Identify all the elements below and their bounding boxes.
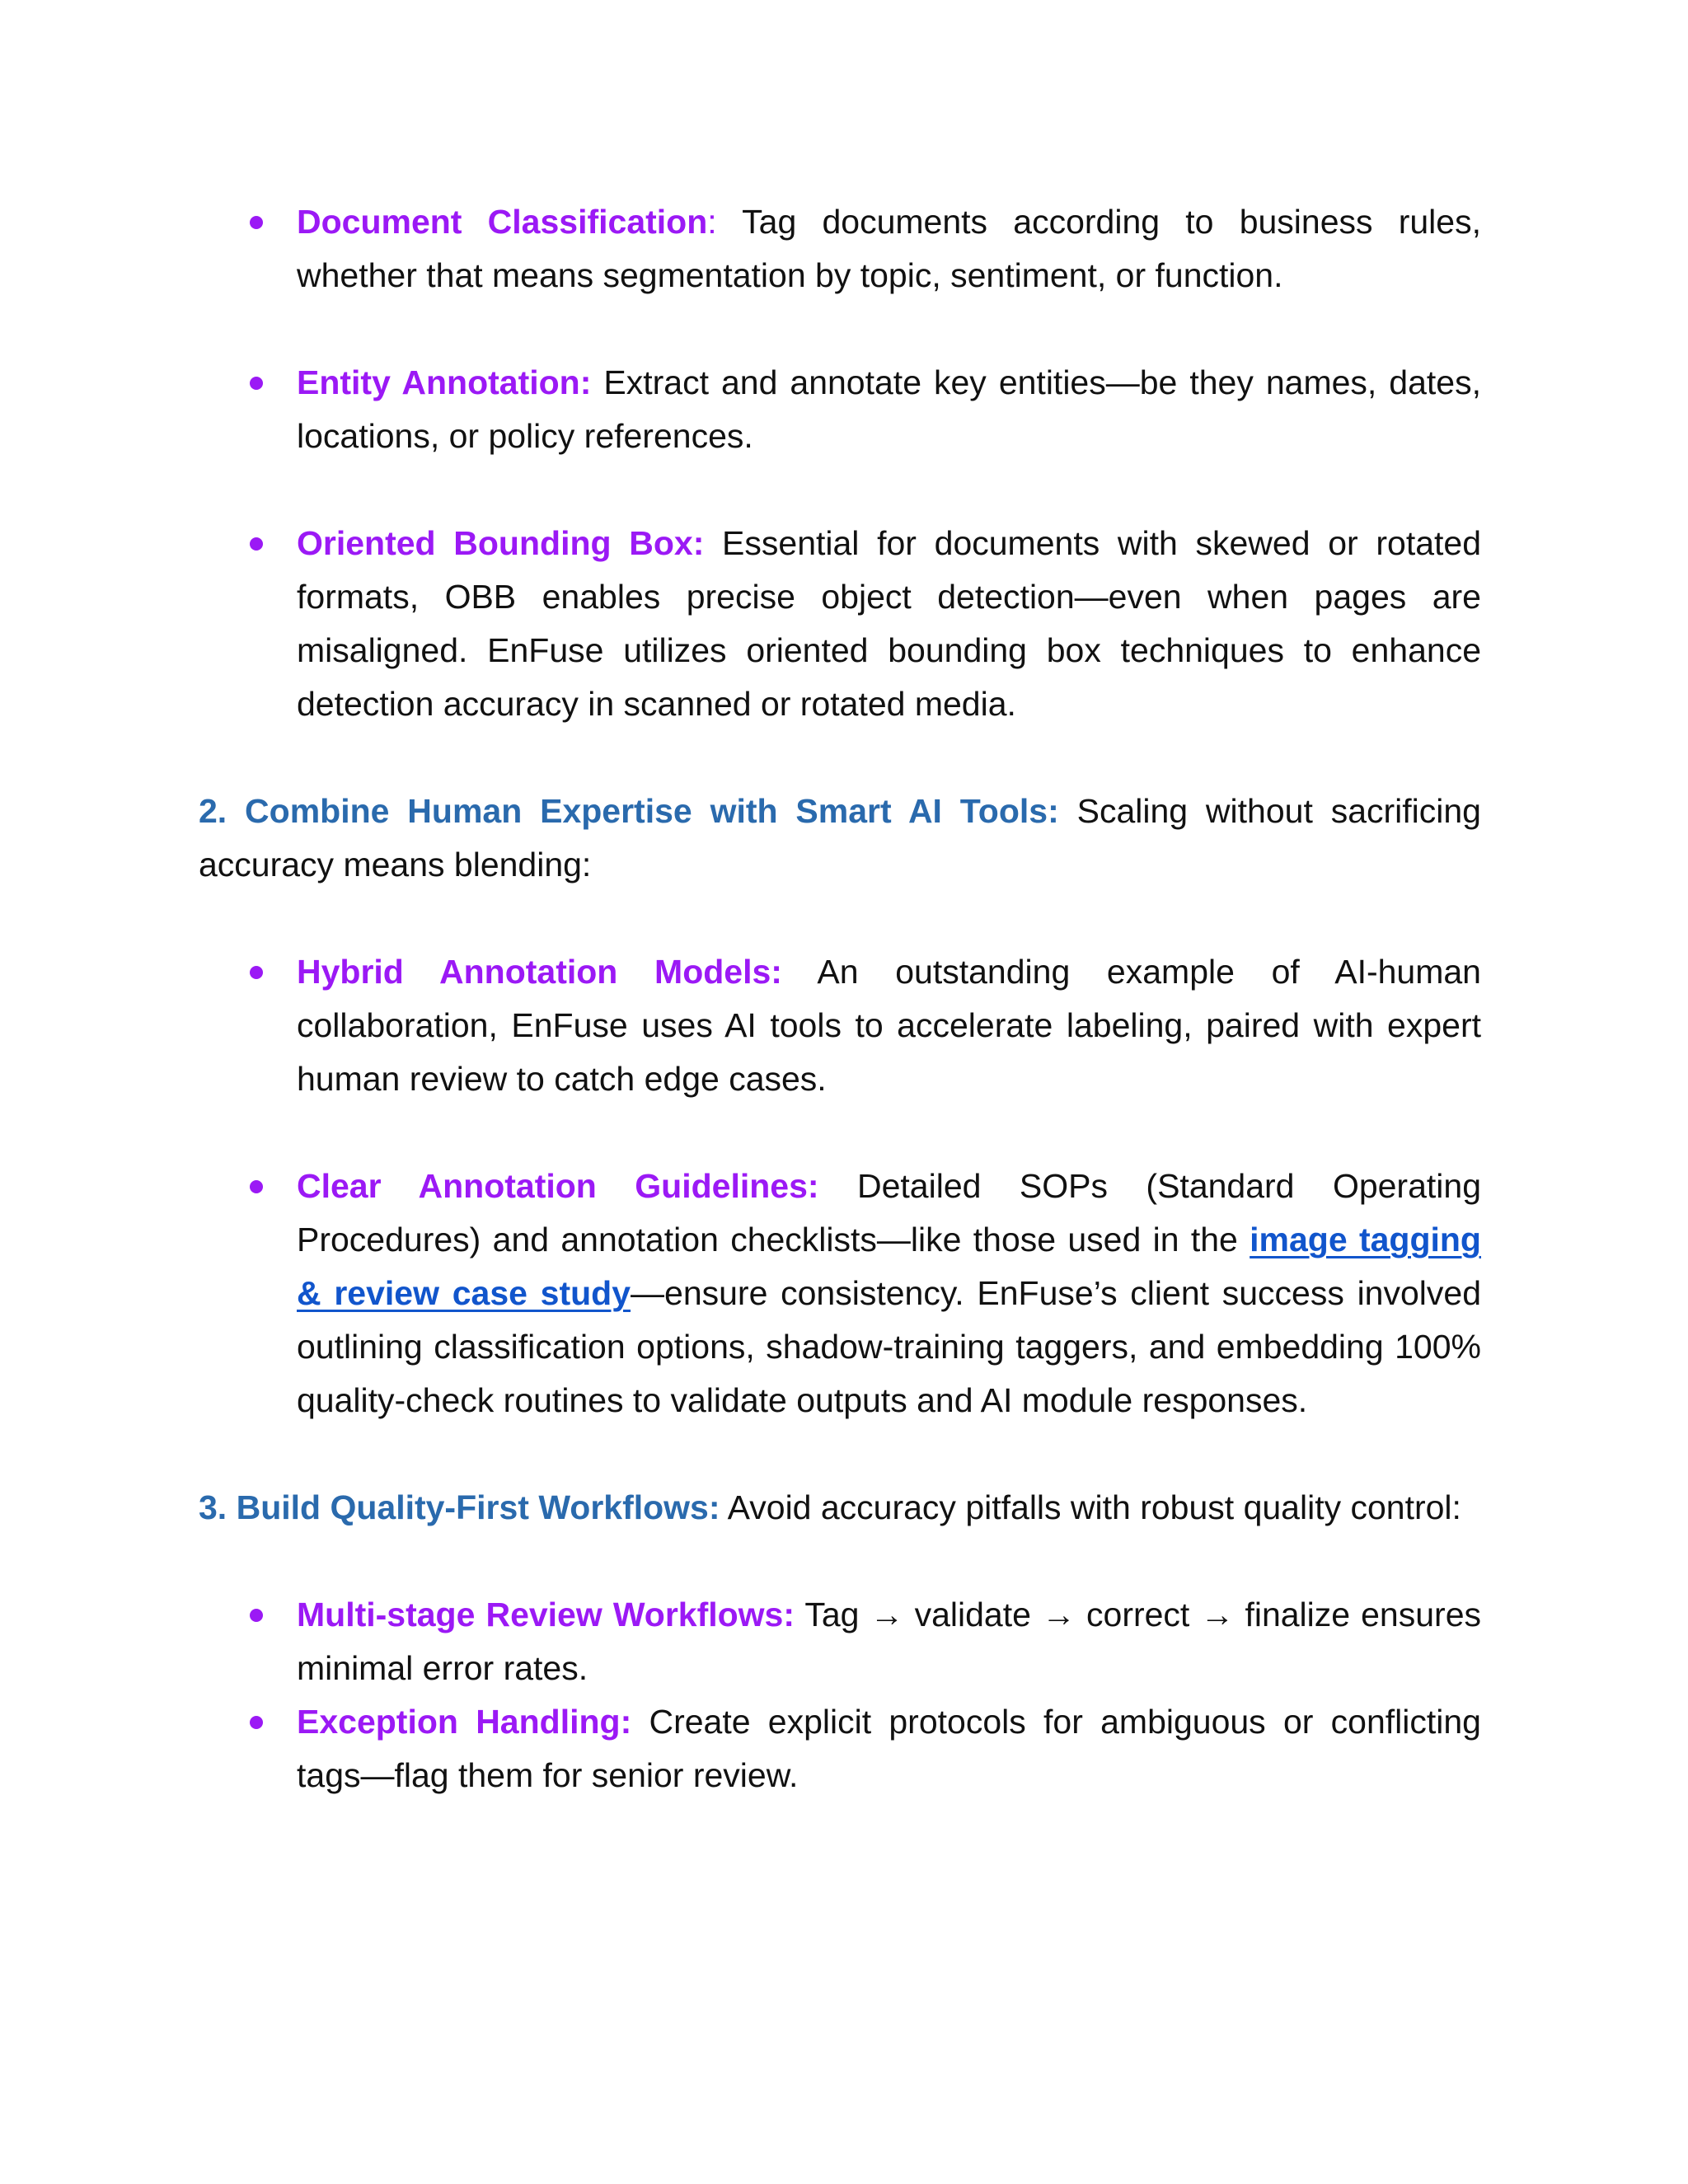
bullet-text: Essential for documents with skewed or rotated formats, OBB enables precise object detection—even when pages are misaligned. EnFuse utilizes oriented bounding box techniques to enhance detection accuracy in scanned or rotated media. [297,524,1482,723]
bullet-label: Oriented Bounding Box: [297,524,705,562]
bullet-text: Extract and annotate key entities—be they names, dates, locations, or policy references. [297,363,1481,455]
bullet-text: Tag → validate → correct → finalize ensures minimal error rates. [297,1596,1481,1687]
bullet-dot-icon [250,537,263,551]
section-3-heading: 3. Build Quality-First Workflows: [199,1488,720,1526]
bullet-multi-stage-review [199,1588,1481,1695]
bullet-clear-annotation-guidelines [199,1160,1481,1427]
case-study-link[interactable]: image tagging & review case study [297,1221,1481,1312]
section-3-paragraph [199,1481,1481,1535]
bullet-label: Document Classification [297,203,708,241]
document-page [199,195,1481,1802]
section-2-paragraph [199,785,1481,892]
bullet-text-after: —ensure consistency. EnFuse’s client success involved outlining classification options, shadow-training taggers, and embedding 100% quality-check routines to validate outputs and AI module responses. [297,1274,1482,1419]
bullet-label: Multi-stage Review Workflows: [297,1596,795,1633]
section-3-text: Avoid accuracy pitfalls with robust quality control: [720,1488,1461,1526]
bullet-dot-icon [250,966,263,979]
bullet-label: Exception Handling: [297,1703,632,1741]
bullet-text: Create explicit protocols for ambiguous or conflicting tags—flag them for senior review. [297,1703,1481,1794]
bullet-label: Entity Annotation: [297,363,592,401]
bullet-document-classification [199,195,1481,302]
bullet-text: An outstanding example of AI-human collaboration, EnFuse uses AI tools to accelerate labeling, paired with expert human review to catch edge cases. [297,953,1481,1098]
section-2-heading: 2. Combine Human Expertise with Smart AI Tools: [199,792,1059,830]
bullet-text: Tag documents according to business rules, whether that means segmentation by topic, sentiment, or function. [297,203,1481,294]
bullet-oriented-bounding-box [199,517,1481,731]
bullet-hybrid-annotation-models [199,945,1481,1106]
bullet-dot-icon [250,1609,263,1622]
bullet-label: Clear Annotation Guidelines: [297,1167,819,1205]
bullet-exception-handling [199,1695,1481,1802]
bullet-colon: : [707,203,717,241]
bullet-text-before: Detailed SOPs (Standard Operating Procedures) and annotation checklists—like those used in the [297,1167,1481,1258]
bullet-label: Hybrid Annotation Models: [297,953,782,991]
bullet-dot-icon [250,216,263,229]
bullet-dot-icon [250,1716,263,1729]
bullet-dot-icon [250,1180,263,1193]
bullet-entity-annotation [199,356,1481,463]
bullet-dot-icon [250,377,263,390]
section-2-text: Scaling without sacrificing accuracy means blending: [199,792,1481,883]
